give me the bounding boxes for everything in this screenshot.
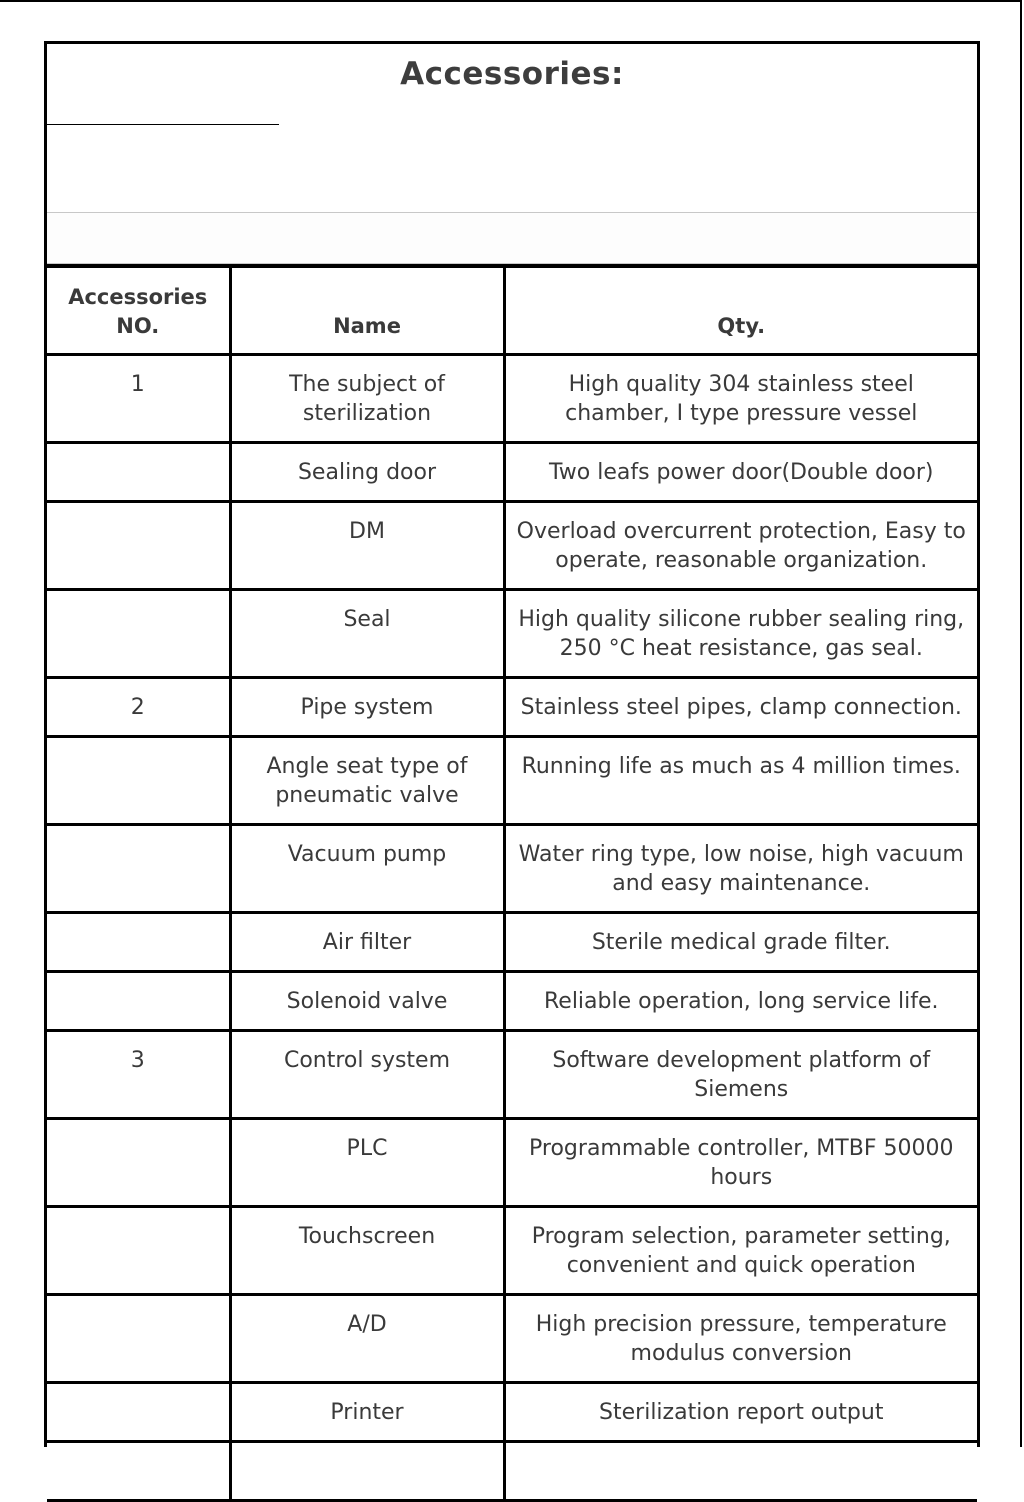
table-row	[47, 736, 977, 824]
row-qty: Sterile medical grade filter.	[504, 912, 977, 971]
row-qty: High quality 304 stainless steel chamber, I type pressure vessel	[504, 354, 977, 442]
table-row	[47, 971, 977, 1030]
table-row	[47, 501, 977, 589]
table-row	[47, 824, 977, 912]
row-name: PLC	[230, 1118, 504, 1206]
row-no	[47, 501, 230, 589]
row-no	[47, 1118, 230, 1206]
row-qty: Overload overcurrent protection, Easy to operate, reasonable organization.	[504, 501, 977, 589]
table-row-empty	[47, 1441, 977, 1500]
row-no	[47, 971, 230, 1030]
title-underline	[44, 124, 279, 125]
table-row	[47, 912, 977, 971]
row-no	[47, 1441, 230, 1500]
row-no	[47, 589, 230, 677]
row-name: Air filter	[230, 912, 504, 971]
row-qty: Water ring type, low noise, high vacuum and easy maintenance.	[504, 824, 977, 912]
table-header-row	[47, 266, 977, 354]
row-name: Sealing door	[230, 442, 504, 501]
header-qty: Qty.	[504, 266, 977, 354]
row-no	[47, 824, 230, 912]
document-sheet	[44, 41, 980, 1447]
row-name: Printer	[230, 1382, 504, 1441]
header-accessories-no: Accessories NO.	[47, 266, 230, 354]
row-name: Control system	[230, 1030, 504, 1118]
table-row	[47, 677, 977, 736]
row-qty: Reliable operation, long service life.	[504, 971, 977, 1030]
row-no	[47, 912, 230, 971]
row-no	[47, 1206, 230, 1294]
row-no	[47, 1382, 230, 1441]
row-name: Seal	[230, 589, 504, 677]
row-qty: Programmable controller, MTBF 50000 hours	[504, 1118, 977, 1206]
row-name	[230, 1441, 504, 1500]
table-row	[47, 354, 977, 442]
accessories-table-wrapper	[47, 264, 977, 1502]
row-name: Solenoid valve	[230, 971, 504, 1030]
row-no: 1	[47, 354, 230, 442]
row-qty: Two leafs power door(Double door)	[504, 442, 977, 501]
title-block	[47, 44, 977, 212]
header-name: Name	[230, 266, 504, 354]
row-name: The subject of sterilization	[230, 354, 504, 442]
row-name: Pipe system	[230, 677, 504, 736]
row-qty: Stainless steel pipes, clamp connection.	[504, 677, 977, 736]
row-qty: Sterilization report output	[504, 1382, 977, 1441]
table-row	[47, 1118, 977, 1206]
table-row	[47, 1294, 977, 1382]
row-name: Vacuum pump	[230, 824, 504, 912]
row-no	[47, 1294, 230, 1382]
table-row	[47, 442, 977, 501]
accessories-table	[47, 264, 977, 1502]
row-no: 3	[47, 1030, 230, 1118]
row-qty	[504, 1441, 977, 1500]
page-title: Accessories:	[400, 56, 624, 92]
table-row	[47, 1206, 977, 1294]
row-name: Angle seat type of pneumatic valve	[230, 736, 504, 824]
blank-band	[47, 212, 977, 264]
row-name: DM	[230, 501, 504, 589]
table-row	[47, 589, 977, 677]
row-no	[47, 736, 230, 824]
table-row	[47, 1030, 977, 1118]
table-row	[47, 1382, 977, 1441]
row-qty: Running life as much as 4 million times.	[504, 736, 977, 824]
row-qty: Program selection, parameter setting, convenient and quick operation	[504, 1206, 977, 1294]
row-qty: High precision pressure, temperature modulus conversion	[504, 1294, 977, 1382]
row-no	[47, 442, 230, 501]
row-name: A/D	[230, 1294, 504, 1382]
row-qty: High quality silicone rubber sealing ring, 250 °C heat resistance, gas seal.	[504, 589, 977, 677]
row-name: Touchscreen	[230, 1206, 504, 1294]
row-qty: Software development platform of Siemens	[504, 1030, 977, 1118]
row-no: 2	[47, 677, 230, 736]
